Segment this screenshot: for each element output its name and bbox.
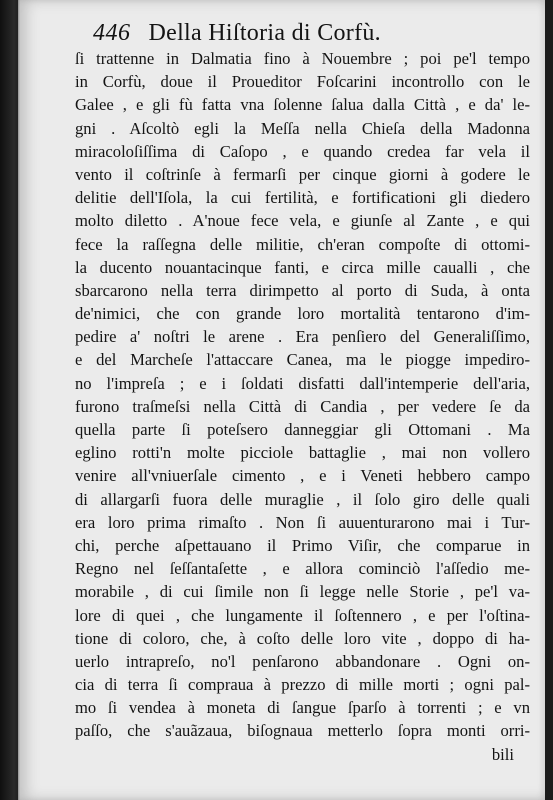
text-line: eglino rotti'n molte picciole battaglie , mai non vollero: [75, 443, 530, 463]
text-line: Regno nel ſeſſantaſette , e allora cominciò l'aſſedio me-: [75, 559, 530, 579]
text-line: venire all'vniuerſale cimento , e i Veneti hebbero campo: [75, 466, 530, 486]
text-line: vento il coſtrinſe à fermarſi per cinque giorni à godere le: [75, 164, 530, 184]
text-line: morabile , di cui ſimile non ſi legge nelle Storie , pe'l va-: [75, 582, 530, 602]
text-line: in Corfù, doue il Proueditor Foſcarini incontrollo con le: [75, 72, 530, 92]
text-line: fece la raſſegna delle militie, ch'eran compoſte di ottomi-: [75, 234, 530, 254]
text-line: pedire a' noſtri le arene . Era penſiero del Generaliſſimo,: [75, 327, 530, 347]
text-line: quella parte ſi poteſsero danneggiar gli Ottomani . Ma: [75, 420, 530, 439]
text-line: furono traſmeſsi nella Città di Candia , per vedere ſe da: [75, 396, 530, 416]
text-line: chi, perche aſpettauano il Primo Viſir, che comparue in: [75, 535, 530, 555]
text-line: sbarcarono nella terra dirimpetto al porto di Suda, à onta: [75, 280, 530, 300]
text-line: di allargarſi fuora delle muraglie , il ſolo giro delle quali: [75, 489, 530, 509]
text-line: lore di quei , che lungamente il ſoſtennero , e per l'oſtina-: [75, 605, 530, 625]
text-line: miracoloſiſſima di Caſopo , e quando credea far vela il: [75, 141, 530, 161]
text-line: uerlo intrapreſo, no'l penſarono abbandonare . Ogni on-: [75, 651, 530, 671]
text-line: paſſo, che s'auãzaua, biſognaua metterlo ſopra monti orri-: [75, 721, 530, 741]
text-line: tione di coloro, che, à coſto delle loro vite , doppo di ha-: [75, 628, 530, 648]
running-title: Della Hiſtoria di Corfù.: [148, 20, 381, 46]
text-line: no l'impreſa ; e i ſoldati disfatti dall'intemperie dell'aria,: [75, 373, 530, 393]
text-line-last: bili: [491, 744, 514, 764]
text-line: molto diletto . A'noue fece vela, e giunſe al Zante , e qui: [75, 211, 530, 231]
page-number: 446: [93, 20, 131, 46]
text-line: cia di terra ſi compraua à prezzo di mille morti ; ogni pal-: [75, 675, 530, 695]
book-gutter-shadow: [0, 0, 20, 800]
text-line: delitie dell'Iſola, la cui fertilità, e fortificationi gli diedero: [75, 188, 530, 208]
text-line: era loro prima rimaſto . Non ſi auuenturarono mai i Tur-: [75, 512, 530, 532]
body-text: [75, 47, 530, 766]
text-line: ſi trattenne in Dalmatia fino à Nouembre ; poi pe'l tempo: [75, 49, 530, 68]
text-line: la ducento nouantacinque fanti, e circa mille caualli , che: [75, 257, 530, 277]
text-line: gni . Aſcoltò egli la Meſſa nella Chieſa della Madonna: [75, 118, 530, 138]
text-line: e del Marcheſe l'attaccare Canea, ma le piogge impediro-: [75, 350, 530, 370]
text-line: de'nimici, che con grande loro mortalità tentarono d'im-: [75, 304, 530, 324]
text-line: mo ſi vendea à moneta di ſangue ſparſo à torrenti ; e vn: [75, 698, 530, 718]
text-line: Galee , e gli fù fatta vna ſolenne ſalua dalla Città , e da' le-: [75, 95, 530, 115]
